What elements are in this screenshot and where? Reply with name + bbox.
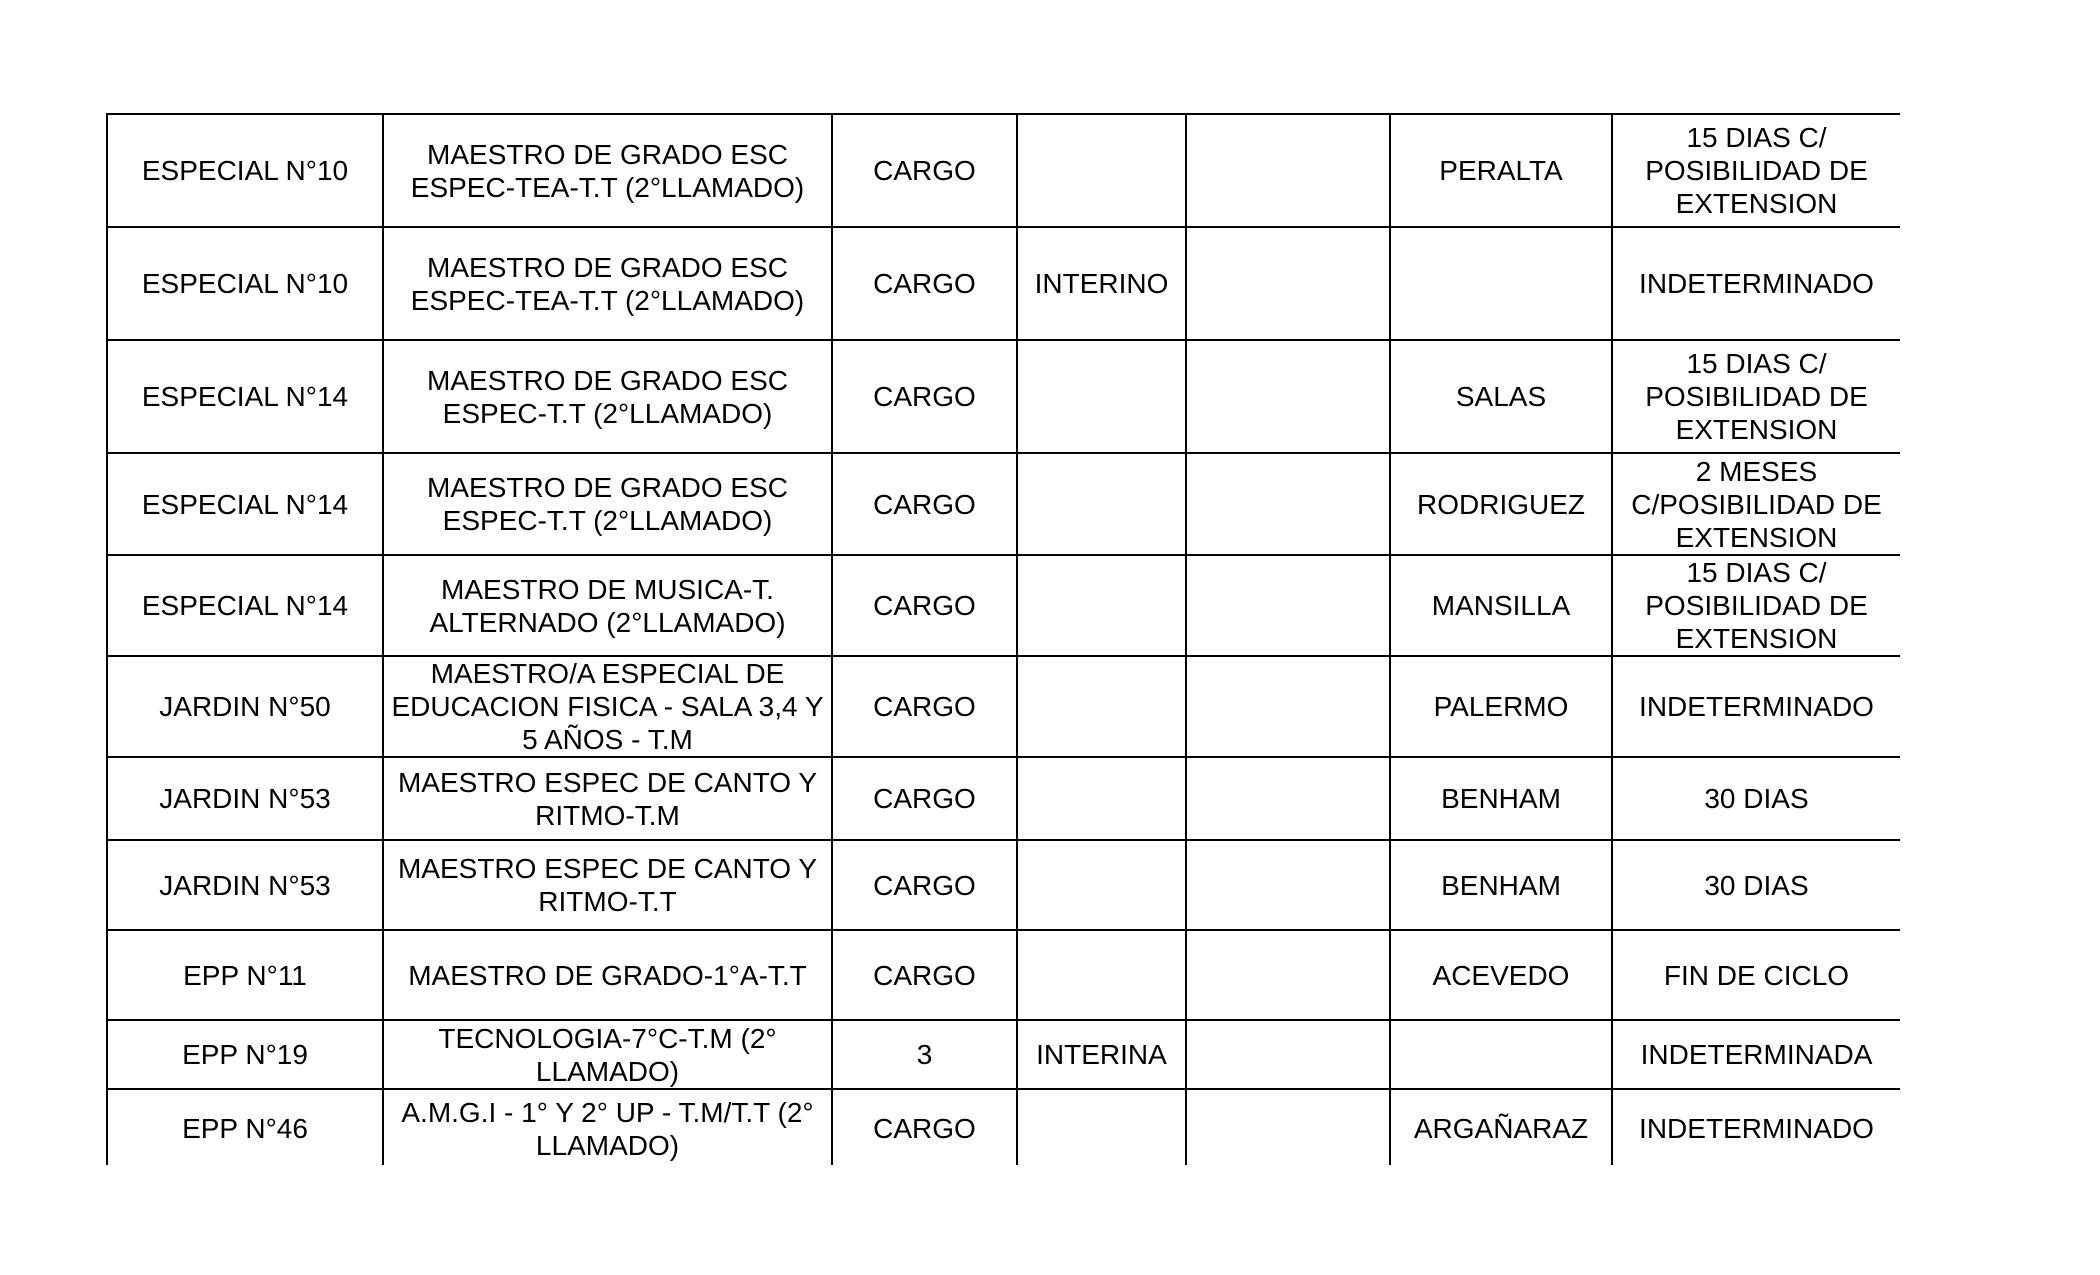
cell-docente: MANSILLA [1390,555,1612,656]
cell-docente: PERALTA [1390,114,1612,227]
cell-cargo: MAESTRO ESPEC DE CANTO Y RITMO-T.M [383,757,832,840]
cell-col5 [1186,340,1390,453]
cell-cargo: MAESTRO ESPEC DE CANTO Y RITMO-T.T [383,840,832,930]
cell-escuela: JARDIN N°53 [107,840,383,930]
table-row [107,227,1900,340]
cell-situacion [1017,757,1186,840]
cell-horas: CARGO [832,757,1017,840]
cell-escuela: EPP N°46 [107,1089,383,1165]
cell-docente: BENHAM [1390,840,1612,930]
cell-duracion: 15 DIAS C/ POSIBILIDAD DE EXTENSION [1612,340,1900,453]
vacancies-table [106,113,1900,1165]
cell-horas: CARGO [832,1089,1017,1165]
cell-horas: CARGO [832,453,1017,555]
cell-horas: CARGO [832,227,1017,340]
table-row [107,453,1900,555]
cell-docente: SALAS [1390,340,1612,453]
cell-duracion: 30 DIAS [1612,757,1900,840]
cell-duracion: 15 DIAS C/ POSIBILIDAD DE EXTENSION [1612,555,1900,656]
cell-escuela: ESPECIAL N°10 [107,114,383,227]
cell-horas: CARGO [832,340,1017,453]
cell-col5 [1186,1020,1390,1089]
cell-cargo: MAESTRO DE MUSICA-T. ALTERNADO (2°LLAMADO) [383,555,832,656]
document-sheet [106,113,1900,1165]
cell-col5 [1186,227,1390,340]
cell-duracion: 2 MESES C/POSIBILIDAD DE EXTENSION [1612,453,1900,555]
cell-duracion: INDETERMINADO [1612,227,1900,340]
cell-col5 [1186,114,1390,227]
cell-duracion: INDETERMINADA [1612,1020,1900,1089]
cell-situacion [1017,340,1186,453]
cell-situacion [1017,114,1186,227]
cell-cargo: MAESTRO DE GRADO ESC ESPEC-T.T (2°LLAMADO) [383,453,832,555]
table-row [107,757,1900,840]
table-row [107,656,1900,757]
cell-escuela: EPP N°11 [107,930,383,1020]
cell-situacion: INTERINA [1017,1020,1186,1089]
cell-docente: ACEVEDO [1390,930,1612,1020]
table-body [107,114,1900,1165]
cell-col5 [1186,1089,1390,1165]
cell-duracion: 15 DIAS C/ POSIBILIDAD DE EXTENSION [1612,114,1900,227]
cell-horas: CARGO [832,656,1017,757]
table-row [107,1089,1900,1165]
cell-cargo: MAESTRO DE GRADO ESC ESPEC-TEA-T.T (2°LLAMADO) [383,227,832,340]
cell-col5 [1186,840,1390,930]
cell-duracion: 30 DIAS [1612,840,1900,930]
cell-situacion [1017,555,1186,656]
cell-cargo: TECNOLOGIA-7°C-T.M (2° LLAMADO) [383,1020,832,1089]
cell-duracion: INDETERMINADO [1612,656,1900,757]
cell-escuela: ESPECIAL N°10 [107,227,383,340]
cell-situacion [1017,656,1186,757]
cell-col5 [1186,656,1390,757]
cell-situacion [1017,1089,1186,1165]
table-row [107,340,1900,453]
cell-docente [1390,227,1612,340]
cell-escuela: ESPECIAL N°14 [107,453,383,555]
cell-escuela: JARDIN N°53 [107,757,383,840]
cell-cargo: A.M.G.I - 1° Y 2° UP - T.M/T.T (2° LLAMADO) [383,1089,832,1165]
cell-horas: CARGO [832,930,1017,1020]
cell-horas: 3 [832,1020,1017,1089]
cell-col5 [1186,555,1390,656]
cell-horas: CARGO [832,114,1017,227]
cell-duracion: FIN DE CICLO [1612,930,1900,1020]
cell-horas: CARGO [832,555,1017,656]
cell-docente: ARGAÑARAZ [1390,1089,1612,1165]
cell-docente: PALERMO [1390,656,1612,757]
table-row [107,114,1900,227]
cell-escuela: JARDIN N°50 [107,656,383,757]
cell-duracion: INDETERMINADO [1612,1089,1900,1165]
cell-cargo: MAESTRO/A ESPECIAL DE EDUCACION FISICA - SALA 3,4 Y 5 AÑOS - T.M [383,656,832,757]
cell-escuela: ESPECIAL N°14 [107,555,383,656]
table-row [107,1020,1900,1089]
cell-escuela: ESPECIAL N°14 [107,340,383,453]
cell-col5 [1186,757,1390,840]
cell-col5 [1186,453,1390,555]
cell-docente: RODRIGUEZ [1390,453,1612,555]
cell-docente: BENHAM [1390,757,1612,840]
cell-situacion [1017,930,1186,1020]
cell-situacion [1017,840,1186,930]
table-row [107,930,1900,1020]
cell-cargo: MAESTRO DE GRADO ESC ESPEC-T.T (2°LLAMADO) [383,340,832,453]
cell-horas: CARGO [832,840,1017,930]
cell-cargo: MAESTRO DE GRADO-1°A-T.T [383,930,832,1020]
table-row [107,840,1900,930]
cell-docente [1390,1020,1612,1089]
cell-col5 [1186,930,1390,1020]
cell-cargo: MAESTRO DE GRADO ESC ESPEC-TEA-T.T (2°LLAMADO) [383,114,832,227]
cell-situacion: INTERINO [1017,227,1186,340]
table-row [107,555,1900,656]
cell-situacion [1017,453,1186,555]
cell-escuela: EPP N°19 [107,1020,383,1089]
